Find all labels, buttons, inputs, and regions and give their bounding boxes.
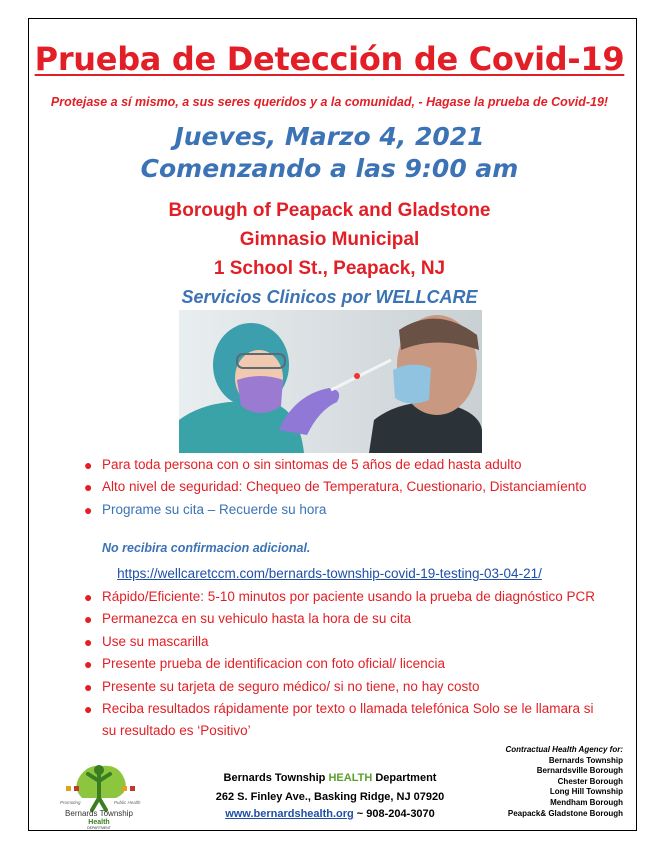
agency-item: Chester Borough	[557, 776, 623, 786]
dept-suffix: Department	[375, 772, 437, 784]
list-item: ● Rápido/Eficiente: 5-10 minutos por paciente usando la prueba de diagnóstico PCR	[82, 586, 602, 608]
website-link[interactable]: www.bernardshealth.org	[225, 808, 354, 820]
event-time: Comenzando a las 9:00 am	[140, 154, 519, 183]
subtitle: Protejase a sí mismo, a sus seres queridos y a la comunidad, - Hagase la prueba de Covid-19!	[50, 95, 609, 109]
list-item: ● Presente prueba de identificacion con foto oficial/ licencia	[82, 653, 602, 675]
agency-item: Long Hill Township	[549, 787, 623, 797]
event-date: Jueves, Marzo 4, 2021	[174, 122, 485, 151]
logo-tagline-right: Public Health	[114, 800, 141, 805]
page-title: Prueba de Detección de Covid-19	[34, 40, 625, 78]
dept-health: HEALTH	[328, 772, 373, 784]
bullet-icon: ●	[84, 501, 93, 518]
bullet-icon: ●	[84, 479, 93, 496]
department-address: 262 S. Finley Ave., Basking Ridge, NJ 07920	[215, 791, 445, 803]
bullet-icon: ●	[84, 633, 93, 650]
list-item: ● Presente su tarjeta de seguro médico/ si no tiene, no hay costo	[82, 676, 602, 698]
agency-item: Mendham Borough	[550, 797, 623, 807]
location-venue: Gimnasio Municipal	[239, 229, 420, 250]
registration-link[interactable]: https://wellcaretccm.com/bernards-township-covid-19-testing-03-04-21/	[117, 566, 542, 581]
logo-tagline-left: Promoting	[60, 800, 81, 805]
department-contact	[200, 808, 460, 820]
dept-prefix: Bernards Township	[223, 772, 326, 784]
list-item: ● Programe su cita – Recuerde su hora	[82, 499, 602, 521]
list-item: ● Alto nivel de seguridad: Chequeo de Temperatura, Cuestionario, Distanciamíento	[82, 476, 602, 498]
bullet-icon: ●	[84, 457, 93, 473]
agency-item: Peapack& Gladstone Borough	[507, 808, 623, 818]
requirements-list-top	[82, 454, 602, 521]
health-department-logo	[52, 748, 147, 830]
agency-item: Bernards Township	[548, 755, 623, 765]
contractual-agency-list	[506, 745, 624, 819]
department-name	[200, 772, 460, 784]
bullet-icon: ●	[84, 611, 93, 628]
location-borough: Borough of Peapack and Gladstone	[168, 200, 491, 221]
logo-sub: DEPARTMENT	[87, 826, 111, 830]
testing-photo	[179, 310, 482, 453]
list-item: ● Reciba resultados rápidamente por texto o llamada telefónica Solo se le llamara si su resultado es ‘Positivo’	[82, 698, 602, 743]
bullet-icon: ●	[84, 678, 93, 695]
phone-number: ~ 908-204-3070	[353, 808, 435, 820]
list-item: ● Use su mascarilla	[82, 631, 602, 653]
confirmation-note: No recibira confirmacion adicional.	[102, 541, 311, 555]
agency-item: Bernardsville Borough	[536, 766, 623, 776]
bullet-icon: ●	[84, 656, 93, 673]
bullet-icon: ●	[84, 701, 93, 718]
requirements-list-bottom	[82, 586, 602, 743]
logo-name-health: Health	[88, 819, 110, 826]
list-item: ● Permanezca en su vehiculo hasta la hora de su cita	[82, 608, 602, 630]
list-item: ● Para toda persona con o sin sintomas de 5 años de edad hasta adulto	[82, 454, 602, 476]
location-address: 1 School St., Peapack, NJ	[213, 258, 446, 279]
logo-name: Bernards Township	[65, 809, 133, 818]
bullet-icon: ●	[84, 589, 93, 605]
agency-heading: Contractual Health Agency for:	[505, 745, 623, 754]
services-provider: Servicios Clinicos por WELLCARE	[181, 287, 478, 307]
